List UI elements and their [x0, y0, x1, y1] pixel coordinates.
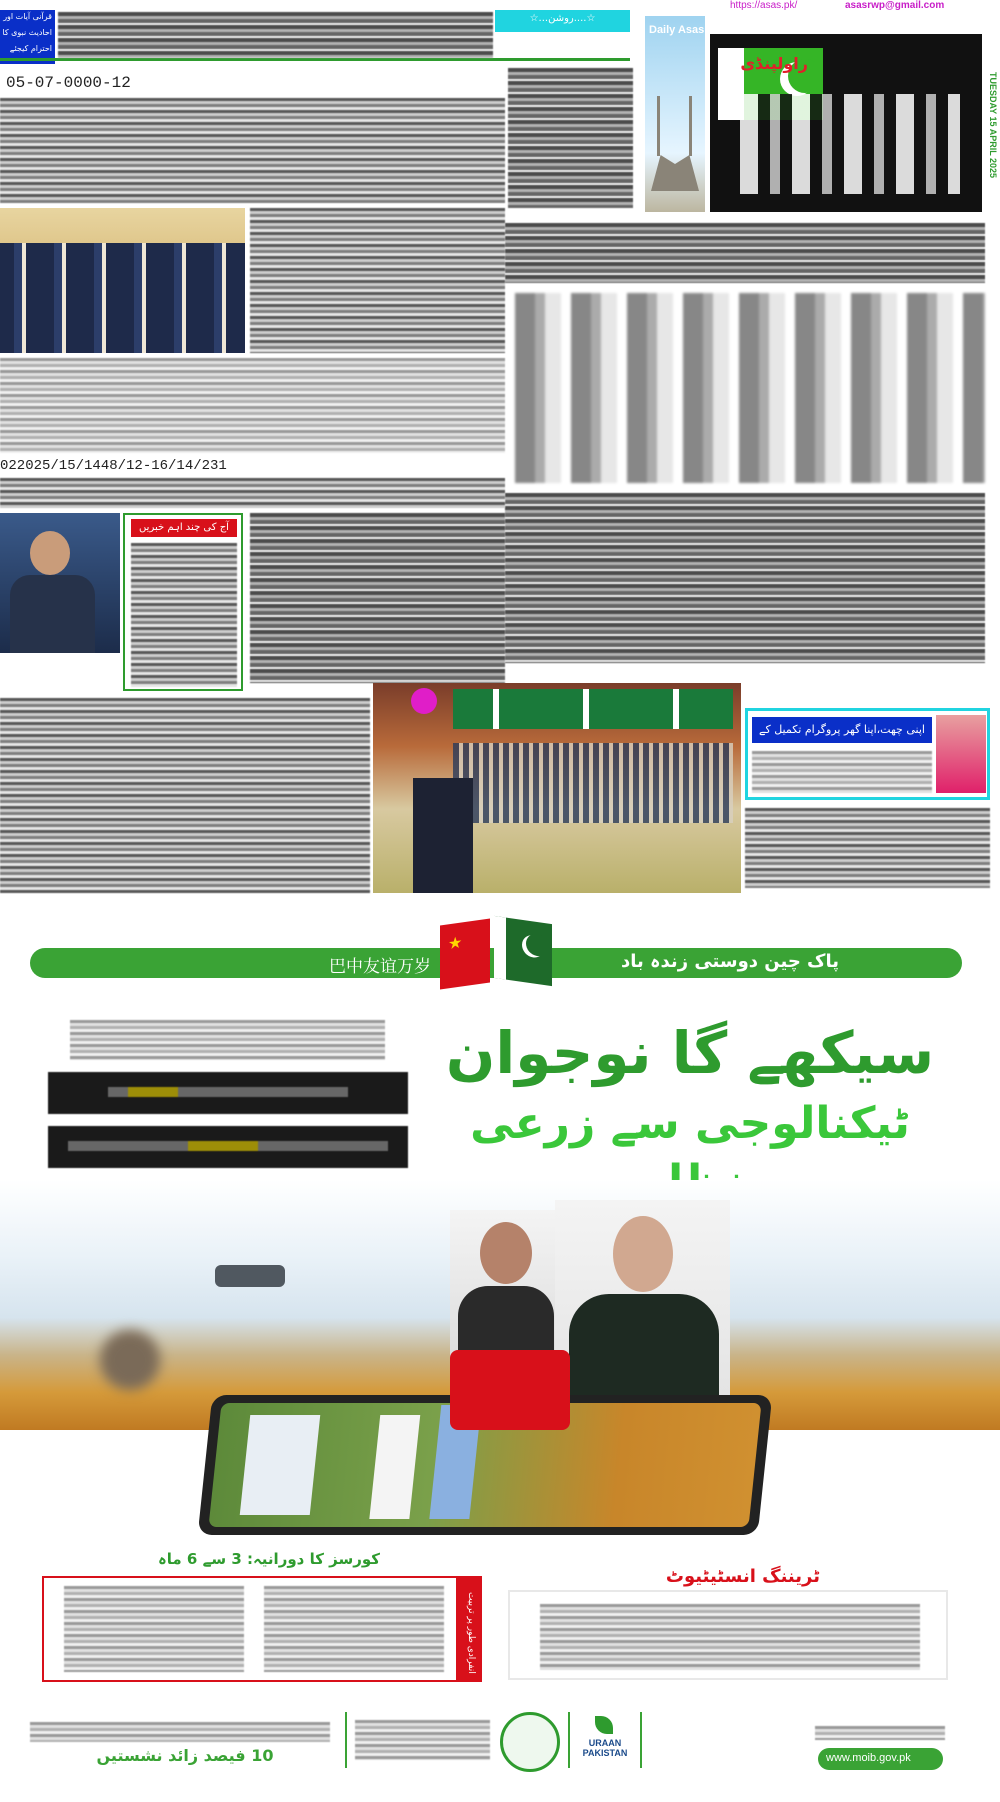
seats-quota: 10 فیصد زائد نشستیں: [96, 1746, 274, 1765]
institute-info-box: [508, 1590, 948, 1680]
china-flag-icon: ★: [440, 918, 490, 989]
top-ribbon: ☆....روشن...☆: [495, 10, 630, 32]
bottom-left-text: [0, 698, 370, 893]
side-news-title: آج کی چند اہم خبریں: [131, 519, 237, 537]
main-subheadline: [505, 223, 985, 283]
chinese-slogan: 巴中友谊万岁: [329, 957, 431, 977]
left-story-text: [0, 98, 505, 203]
date-vertical: TUESDAY 15 APRIL 2025: [988, 72, 998, 179]
left-middle-text: [0, 358, 505, 453]
ad-intro-text: [70, 1020, 385, 1060]
green-rule: [0, 58, 630, 61]
speaker-photo: [0, 513, 120, 653]
course-duration: کورسز کا دورانیہ: 3 سے 6 ماہ: [157, 1550, 380, 1568]
footer-right-text: [815, 1726, 945, 1740]
website-badge[interactable]: [818, 1748, 943, 1770]
group-photo: [0, 208, 245, 353]
housing-ad-title: اپنی چھت،اپنا گھر پروگرام تکمیل کے قریب: [752, 717, 932, 743]
ad-info-bar-1: [48, 1072, 408, 1114]
masthead-logo-text: Daily Asas: [649, 24, 705, 36]
newspaper-front-page: [0, 8, 1000, 898]
urdu-slogan: پاک چین دوستی زندہ باد: [620, 951, 840, 972]
ad-info-bar-2: [48, 1126, 408, 1168]
contact-text: [355, 1720, 490, 1760]
masthead-logo: [710, 34, 982, 212]
main-headline: [505, 293, 985, 483]
course-box-label: انفرادی طور پر تربیت: [466, 1592, 476, 1674]
website-url[interactable]: https://asas.pk/: [730, 0, 798, 11]
photo-caption-text: [250, 208, 505, 353]
right-column-text: [508, 68, 633, 208]
masthead: [645, 12, 998, 217]
footer-note-text: [30, 1722, 330, 1742]
main-story-text: [505, 493, 985, 663]
conference-photo: [373, 683, 741, 893]
advertisement: [0, 900, 1000, 1802]
left-lower-text: [0, 478, 505, 508]
van-image: [240, 1415, 321, 1515]
top-headline-text: [58, 12, 493, 58]
bottom-number: 022025/15/1448/12-16/14/231: [0, 458, 227, 474]
side-news-text: [131, 543, 237, 687]
right-bottom-text: [745, 808, 990, 888]
website-link[interactable]: www.moib.gov.pk: [826, 1752, 911, 1764]
uraan-pakistan-logo: URAAN PAKISTAN: [575, 1716, 635, 1768]
mosque-image: [645, 16, 705, 212]
email-address[interactable]: asasrwp@gmail.com: [845, 0, 945, 11]
edition-label: راولپنڈی: [740, 54, 808, 73]
government-emblem-icon: [500, 1712, 560, 1772]
tractor-image: [450, 1350, 570, 1430]
ad-headline-2: ٹیکنالوجی سے زرعی: [470, 1098, 910, 1149]
left-ticker: قرآنی آیات اور احادیث نبوی کا احترام کیجئے: [0, 10, 55, 64]
housing-program-ad: [745, 708, 990, 800]
drone-icon: [215, 1265, 285, 1287]
prime-minister-portrait: [555, 1200, 730, 1420]
minister-portrait: [450, 1210, 560, 1360]
training-institute-label: ٹریننگ انسٹیٹیوٹ: [665, 1566, 820, 1587]
pakistan-flag-icon-ad: [494, 916, 552, 986]
ad-headline-1: سیکھے گا نوجوان: [445, 1019, 935, 1087]
center-story-text: [250, 513, 505, 683]
minister-photo: [936, 715, 986, 793]
side-news-box: [123, 513, 243, 691]
top-number: 05-07-0000-12: [6, 74, 131, 92]
course-list-box: [42, 1576, 482, 1682]
